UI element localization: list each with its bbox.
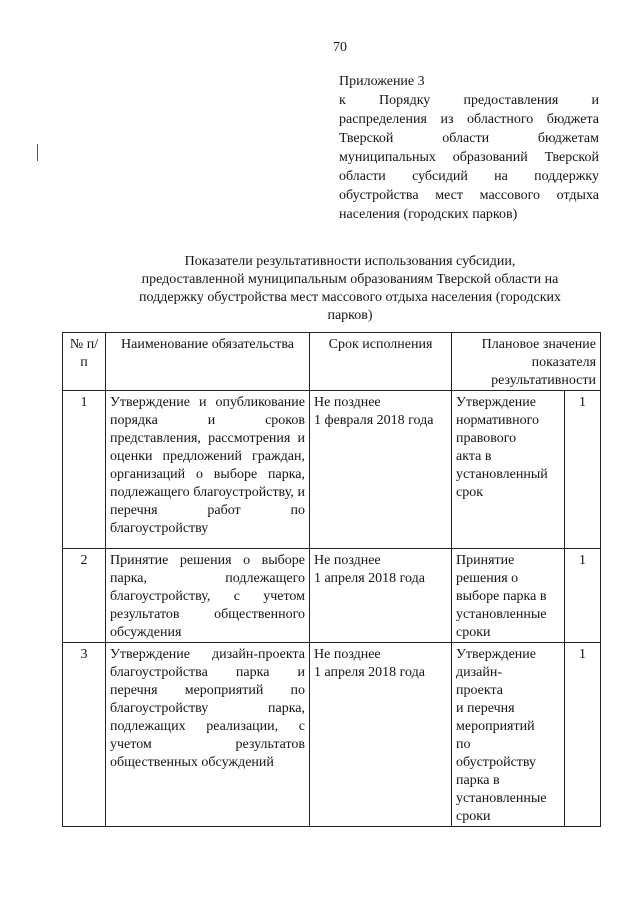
row-obligation: Принятие решения о выборе парка, подлежащего благоустройству, с учетом результатов общественного обсуждения [106,549,310,643]
target-line: и перечня [456,701,515,716]
row-value: 1 [565,549,601,643]
document-heading [100,253,600,325]
row-deadline [310,391,452,549]
target-line: дизайн- [456,665,503,680]
target-line: выборе парка в [456,589,547,604]
deadline-line: Не позднее [314,647,381,662]
appendix-line: Тверской области бюджетам [339,131,599,146]
deadline-line: Не позднее [314,395,381,410]
target-line: установленные [456,607,547,622]
appendix-line: обустройства мест массового отдыха [339,188,599,203]
appendix-line: области субсидий на поддержку [339,169,599,184]
appendix-title: Приложение 3 [339,74,425,89]
target-line: сроки [456,625,491,640]
target-line: сроки [456,809,491,824]
target-line: по [456,737,471,752]
header-obligation: Наименование обязательства [106,333,310,391]
target-line: Утверждение [456,395,536,410]
heading-line: предоставленной муниципальным образованиям Тверской области на [141,272,559,287]
target-line: правового [456,431,517,446]
target-line: обустройству [456,755,537,770]
table-row [63,643,601,827]
heading-line: поддержку обустройства мест массового отдыха населения (городских [139,290,561,305]
appendix-line: муниципальных образований Тверской [339,150,599,165]
margin-mark [37,144,38,161]
table-header-row [63,333,601,391]
row-value: 1 [565,643,601,827]
target-line: срок [456,485,484,500]
row-target-text [452,549,565,643]
row-obligation: Утверждение и опубликование порядка и сроков представления, рассмотрения и оценки предложений граждан, организаций о выборе парка, подлежащего благоустройству, и перечня работ по благоустройству [106,391,310,549]
row-deadline [310,549,452,643]
target-line: парка в [456,773,500,788]
header-target: Плановое значение показателя результативности [452,333,601,391]
heading-line: Показатели результативности использования субсидии, [184,254,516,269]
appendix-block [339,72,599,224]
target-line: Утверждение [456,647,536,662]
appendix-line: к Порядку предоставления и [339,93,599,108]
header-deadline: Срок исполнения [310,333,452,391]
heading-line: парков) [327,308,373,323]
row-number: 2 [63,549,106,643]
page-number: 70 [333,40,347,55]
row-obligation: Утверждение дизайн-проекта благоустройства парка и перечня мероприятий по благоустройству парка, подлежащих реализации, с учетом результатов общественных обсуждений [106,643,310,827]
target-line: мероприятий [456,719,535,734]
row-target-text [452,391,565,549]
deadline-line: 1 февраля 2018 года [314,413,434,428]
deadline-line: 1 апреля 2018 года [314,571,425,586]
deadline-line: Не позднее [314,553,381,568]
target-line: проекта [456,683,503,698]
target-line: решения о [456,571,519,586]
deadline-line: 1 апреля 2018 года [314,665,425,680]
appendix-text [339,91,599,224]
indicators-table [62,332,601,827]
row-number: 3 [63,643,106,827]
row-number: 1 [63,391,106,549]
target-line: установленные [456,791,547,806]
table-row [63,391,601,549]
row-deadline [310,643,452,827]
row-value: 1 [565,391,601,549]
target-line: установленный [456,467,548,482]
table-row [63,549,601,643]
appendix-line: населения (городских парков) [339,207,518,222]
target-line: Принятие [456,553,515,568]
target-line: акта в [456,449,492,464]
header-number: № п/п [63,333,106,391]
appendix-line: распределения из областного бюджета [339,112,599,127]
row-target-text [452,643,565,827]
target-line: нормативного [456,413,540,428]
